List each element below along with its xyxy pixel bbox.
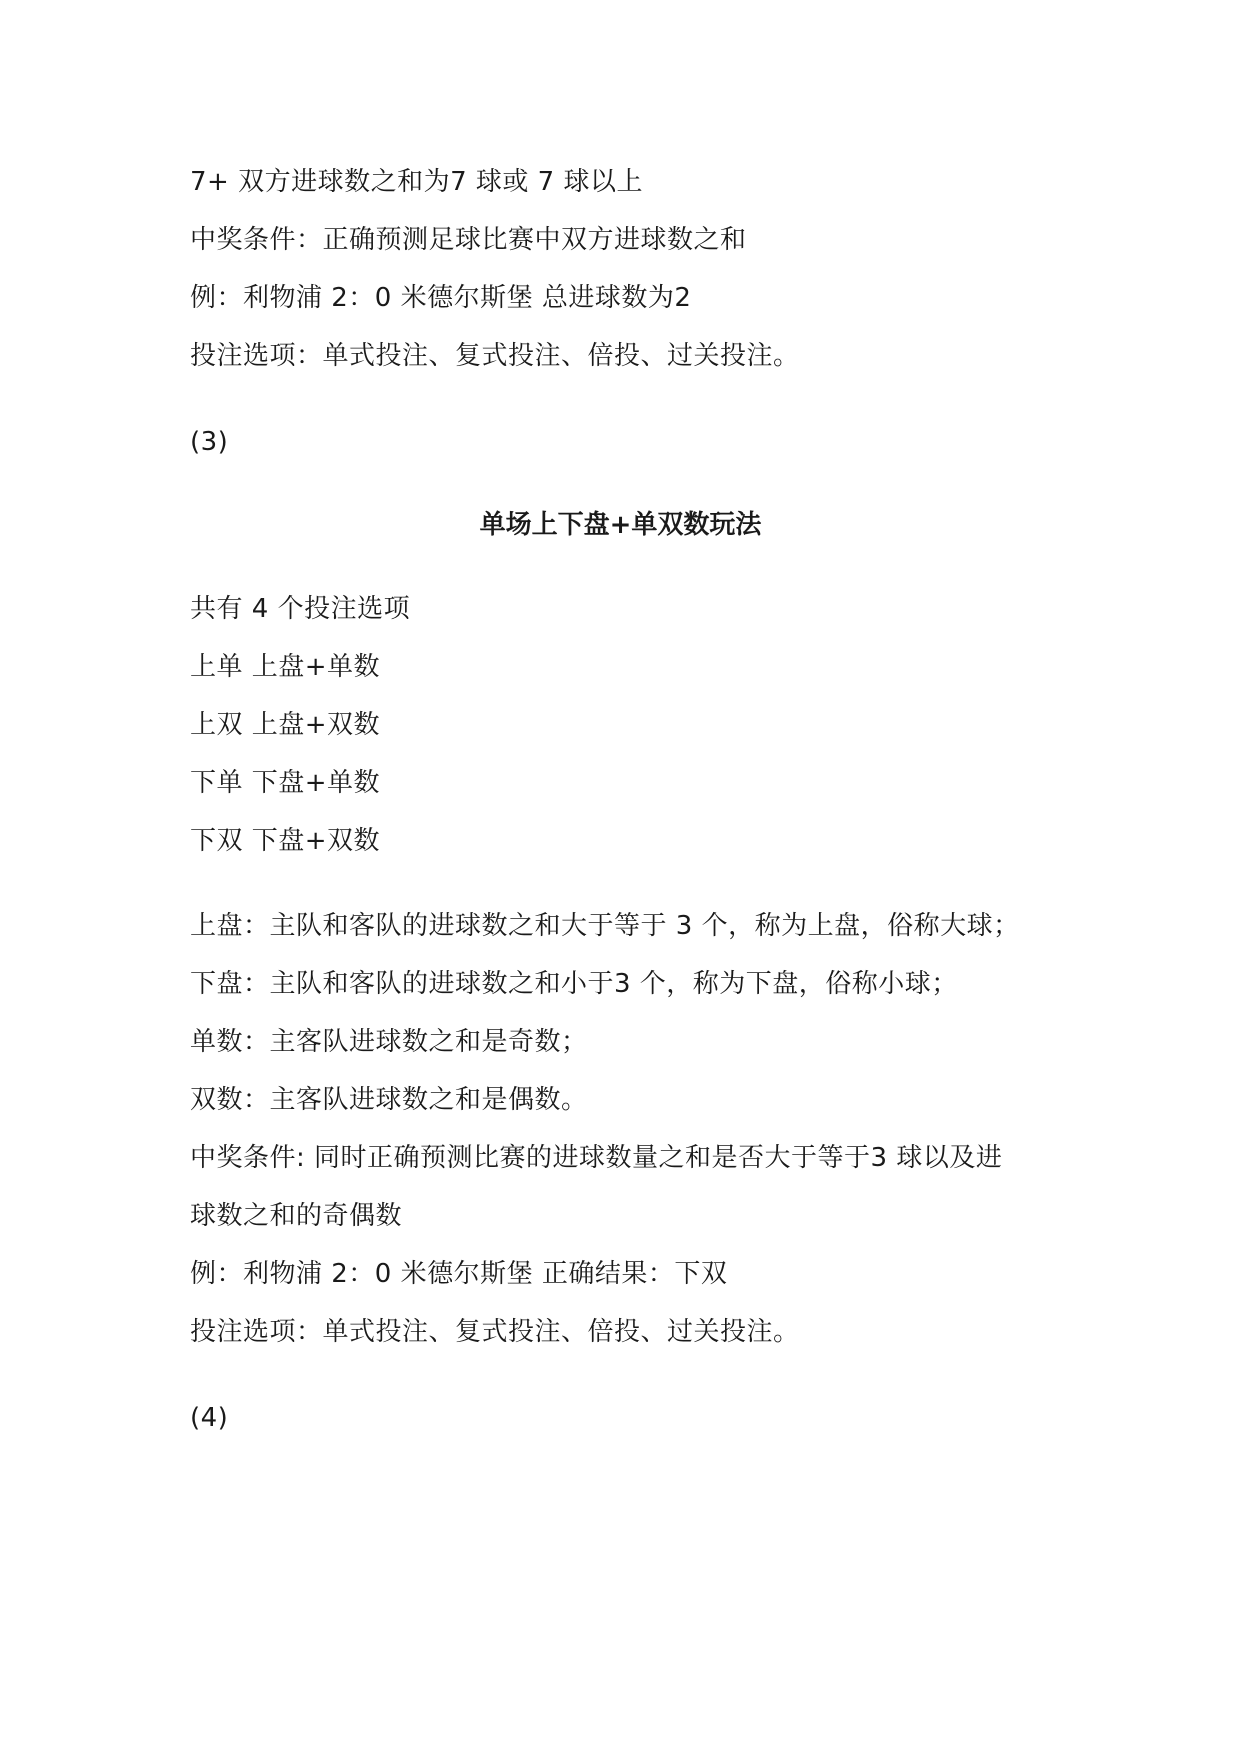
- option-line-lower-even: 下双 下盘+双数: [190, 826, 381, 856]
- example-line: 例：利物浦 2：0 米德尔斯堡 总进球数为2: [190, 283, 692, 313]
- bet-options-line: 投注选项：单式投注、复式投注、倍投、过关投注。: [190, 341, 800, 371]
- option-line-upper-even: 上双 上盘+双数: [190, 710, 381, 740]
- option-line-lower-odd: 下单 下盘+单数: [190, 768, 381, 798]
- definition-odd: 单数：主客队进球数之和是奇数；: [190, 1027, 588, 1057]
- bet-options-line-2: 投注选项：单式投注、复式投注、倍投、过关投注。: [190, 1317, 800, 1347]
- section-title: 单场上下盘+单双数玩法: [479, 510, 762, 540]
- winning-condition-line: 中奖条件：正确预测足球比赛中双方进球数之和: [190, 225, 747, 255]
- condition-line-2: 球数之和的奇偶数: [190, 1201, 403, 1231]
- total-goals-7plus-line: 7+ 双方进球数之和为7 球或 7 球以上: [190, 167, 643, 197]
- section-number-4: (4): [190, 1403, 229, 1433]
- definition-even: 双数：主客队进球数之和是偶数。: [190, 1085, 588, 1115]
- definition-lower: 下盘：主队和客队的进球数之和小于3 个，称为下盘，俗称小球；: [190, 969, 958, 999]
- definition-upper: 上盘：主队和客队的进球数之和大于等于 3 个，称为上盘，俗称大球；: [190, 911, 1020, 941]
- option-line-upper-odd: 上单 上盘+单数: [190, 652, 381, 682]
- condition-line-1: 中奖条件: 同时正确预测比赛的进球数量之和是否大于等于3 球以及进: [190, 1143, 1003, 1173]
- options-intro-line: 共有 4 个投注选项: [190, 594, 411, 624]
- example-result-line: 例：利物浦 2：0 米德尔斯堡 正确结果：下双: [190, 1259, 728, 1289]
- section-number-3: (3): [190, 427, 229, 457]
